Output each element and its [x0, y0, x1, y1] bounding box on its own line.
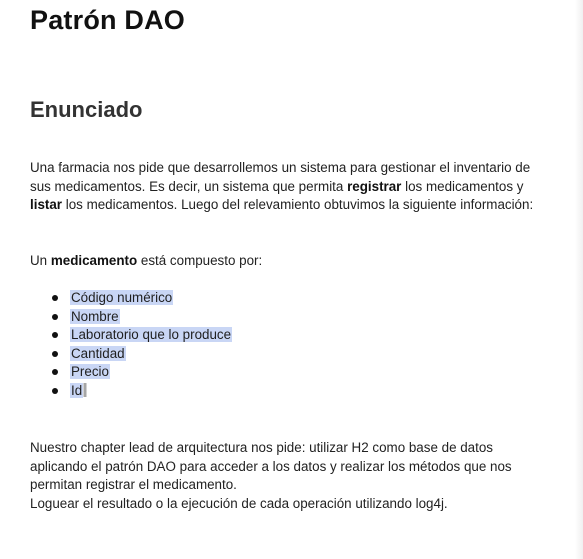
list-item[interactable] [52, 345, 232, 364]
requirements-line-1: Nuestro chapter lead de arquitectura nos pide: utilizar H2 como base de datos aplicando el patrón DAO para acceder a los datos y realizar los métodos que nos permitan registrar el medicamento. [30, 440, 512, 492]
intro-bold-listar: listar [30, 197, 63, 212]
list-item[interactable] [52, 326, 232, 345]
bullet-icon [52, 388, 58, 394]
bullet-icon [52, 295, 58, 301]
composition-text-1: Un [30, 253, 51, 268]
intro-paragraph [30, 159, 550, 215]
list-item[interactable] [52, 308, 232, 327]
scroll-gutter [575, 0, 583, 559]
intro-text-2: los medicamentos y [401, 178, 524, 194]
list-item-text[interactable]: Cantidad [71, 345, 125, 361]
intro-text-1: Una farmacia nos pide que desarrollemos un sistema para gestionar el inventario de sus medicamentos. Es decir, un sistema que permita [30, 160, 531, 194]
bullet-icon [52, 351, 58, 357]
bullet-icon [52, 314, 58, 320]
list-item[interactable] [52, 382, 232, 401]
bullet-icon [52, 332, 58, 338]
list-item-text[interactable]: Precio [71, 364, 109, 380]
page-title: Patrón DAO [30, 5, 186, 35]
intro-text-3: los medicamentos. Luego del relevamiento obtuvimos la siguiente información: [62, 197, 534, 212]
requirements-line-2: Loguear el resultado o la ejecución de cada operación utilizando log4j. [30, 495, 448, 511]
intro-bold-registrar: registrar [347, 178, 402, 194]
text-cursor-icon [84, 383, 86, 397]
composition-bold-medicamento: medicamento [50, 253, 138, 268]
requirements-paragraph [30, 439, 550, 513]
list-item-text[interactable]: Id [71, 382, 83, 398]
list-item[interactable] [52, 289, 232, 308]
section-heading: Enunciado [30, 97, 143, 122]
attribute-list [52, 289, 232, 401]
list-item[interactable] [52, 363, 232, 382]
list-item-text[interactable]: Nombre [71, 308, 119, 324]
list-item-text[interactable]: Código numérico [71, 290, 173, 305]
composition-text-2: está compuesto por: [137, 253, 263, 268]
composition-paragraph [30, 252, 550, 271]
list-item-text[interactable]: Laboratorio que lo produce [71, 327, 232, 343]
bullet-icon [52, 369, 58, 375]
